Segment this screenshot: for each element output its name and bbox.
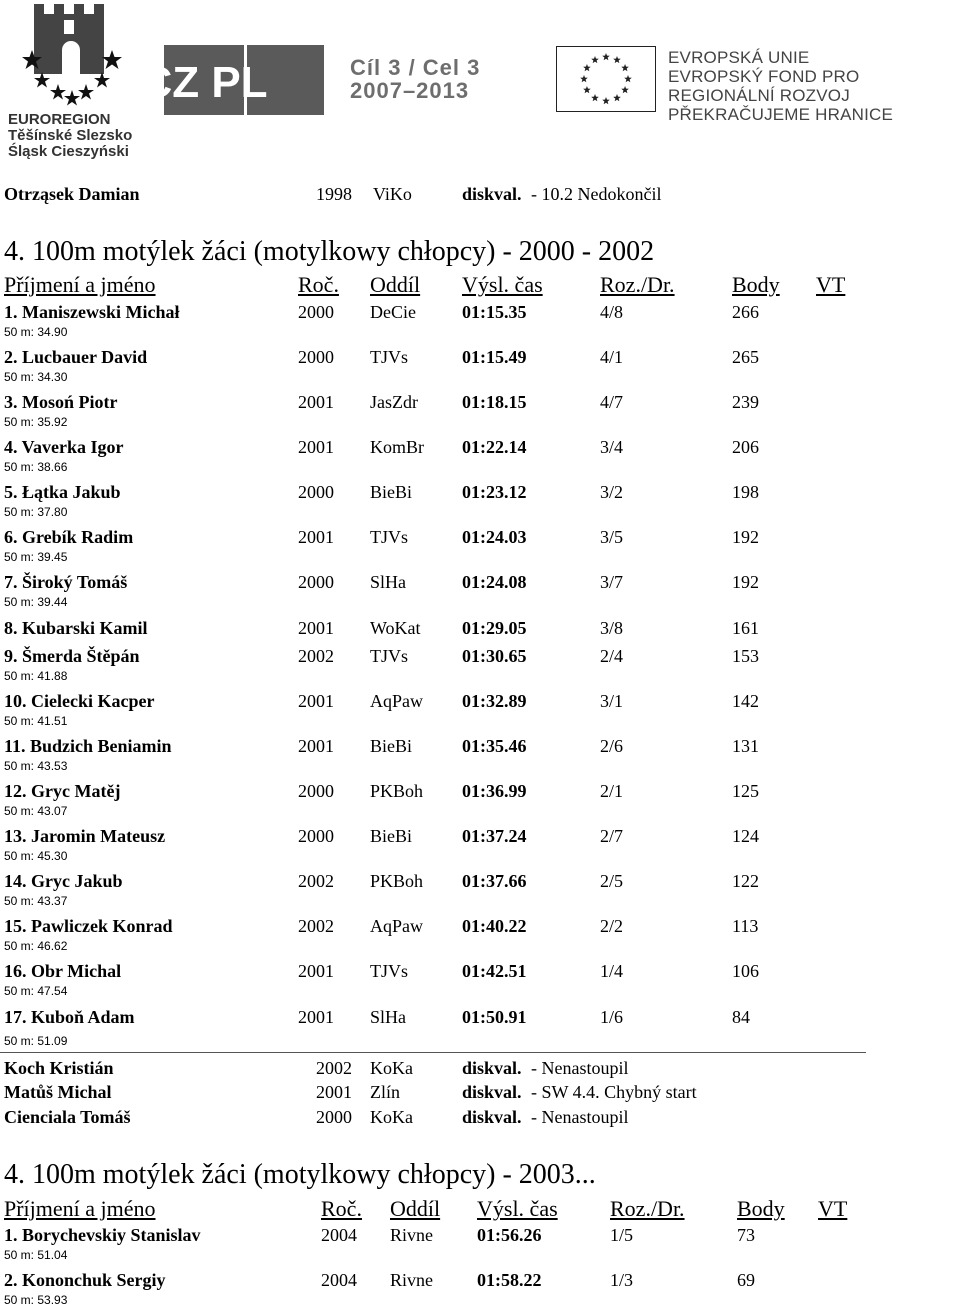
points: 192	[732, 572, 759, 592]
eu-line-1: EVROPSKÁ UNIE	[668, 48, 810, 67]
club: TJVs	[370, 527, 409, 547]
header-heat: Roz./Dr.	[610, 1196, 685, 1221]
result-time: 01:15.49	[462, 347, 527, 367]
birth-year: 2001	[316, 1082, 352, 1102]
club: Zlín	[370, 1082, 400, 1102]
birth-year: 2000	[316, 1107, 352, 1127]
birth-year: 2002	[298, 916, 334, 936]
split-time: 50 m: 41.88	[4, 669, 68, 683]
swimmer-name: 13. Jaromin Mateusz	[4, 826, 166, 846]
club: TJVs	[370, 646, 409, 666]
split-time: 50 m: 39.45	[4, 550, 68, 564]
birth-year: 2000	[298, 482, 334, 502]
stars-icon	[22, 40, 122, 110]
program-title: Cíl 3 / Cel 3	[350, 55, 481, 80]
heat-lane: 3/2	[600, 482, 624, 502]
points: 153	[732, 646, 759, 666]
heat-lane: 3/4	[600, 437, 624, 457]
swimmer-name: 9. Šmerda Štěpán	[4, 646, 140, 666]
heat-lane: 4/7	[600, 392, 624, 412]
points: 84	[732, 1007, 750, 1027]
header-club: Oddíl	[370, 272, 421, 297]
heat-lane: 1/4	[600, 961, 624, 981]
birth-year: 2001	[298, 527, 334, 547]
header-vt: VT	[816, 272, 846, 297]
points: 113	[732, 916, 759, 936]
points: 239	[732, 392, 759, 412]
club: WoKat	[370, 618, 421, 638]
header-time: Výsl. čas	[477, 1196, 558, 1221]
points: 265	[732, 347, 759, 367]
dsq-note: - Nenastoupil	[531, 1107, 629, 1127]
birth-year: 2001	[298, 437, 334, 457]
split-time: 50 m: 51.09	[4, 1034, 68, 1048]
czpl-label: CZ PL	[140, 58, 268, 107]
result-time: 01:32.89	[462, 691, 527, 711]
result-time: 01:50.91	[462, 1007, 527, 1027]
heat-lane: 3/1	[600, 691, 624, 711]
eu-flag-icon	[556, 46, 656, 112]
event-title: 4. 100m motýlek žáci (motylkowy chłopcy) - 2000 - 2002	[4, 236, 655, 267]
split-time: 50 m: 37.80	[4, 505, 68, 519]
club: AqPaw	[370, 916, 423, 936]
header-year: Roč.	[298, 272, 339, 297]
swimmer-name: 8. Kubarski Kamil	[4, 618, 148, 638]
heat-lane: 3/7	[600, 572, 624, 592]
club: PKBoh	[370, 781, 424, 801]
swimmer-name: Koch Kristián	[4, 1058, 114, 1078]
points: 161	[732, 618, 759, 638]
split-time: 50 m: 45.30	[4, 849, 68, 863]
swimmer-name: 1. Maniszewski Michał	[4, 302, 180, 322]
dsq-note: - 10.2 Nedokončil	[531, 184, 662, 204]
swimmer-name: 17. Kuboň Adam	[4, 1007, 135, 1027]
birth-year: 2004	[321, 1225, 357, 1245]
split-time: 50 m: 43.07	[4, 804, 68, 818]
split-time: 50 m: 39.44	[4, 595, 68, 609]
dsq-note: - SW 4.4. Chybný start	[531, 1082, 697, 1102]
result-time: 01:22.14	[462, 437, 527, 457]
birth-year: 2000	[298, 302, 334, 322]
swimmer-name: 5. Łątka Jakub	[4, 482, 121, 502]
club: PKBoh	[370, 871, 424, 891]
club: AqPaw	[370, 691, 423, 711]
points: 192	[732, 527, 759, 547]
czpl-logo	[140, 45, 324, 115]
birth-year: 2001	[298, 392, 334, 412]
split-time: 50 m: 34.90	[4, 325, 68, 339]
birth-year: 2000	[298, 572, 334, 592]
points: 69	[737, 1270, 755, 1290]
club: Rivne	[390, 1225, 433, 1245]
swimmer-name: 2. Lucbauer David	[4, 347, 148, 367]
heat-lane: 2/6	[600, 736, 624, 756]
heat-lane: 4/1	[600, 347, 624, 367]
split-time: 50 m: 34.30	[4, 370, 68, 384]
result-time: 01:29.05	[462, 618, 527, 638]
heat-lane: 1/5	[610, 1225, 634, 1245]
header-vt: VT	[818, 1196, 848, 1221]
points: 142	[732, 691, 759, 711]
euroregion-line-cz: Těšínské Slezsko	[8, 127, 133, 144]
points: 198	[732, 482, 759, 502]
swimmer-name: 1. Borychevskiy Stanislav	[4, 1225, 201, 1245]
club: SlHa	[370, 1007, 406, 1027]
program-years: 2007–2013	[350, 78, 470, 103]
swimmer-name: 2. Kononchuk Sergiy	[4, 1270, 166, 1290]
heat-lane: 3/8	[600, 618, 624, 638]
header-logos	[0, 0, 960, 170]
points: 124	[732, 826, 759, 846]
header-year: Roč.	[321, 1196, 362, 1221]
swimmer-name: 10. Cielecki Kacper	[4, 691, 155, 711]
result-time: 01:30.65	[462, 646, 527, 666]
swimmer-name: 4. Vaverka Igor	[4, 437, 124, 457]
result-time: 01:37.24	[462, 826, 527, 846]
status: diskval.	[462, 1082, 522, 1102]
eu-fund-text	[668, 48, 960, 124]
club: KomBr	[370, 437, 424, 457]
birth-year: 2000	[298, 826, 334, 846]
header-heat: Roz./Dr.	[600, 272, 675, 297]
split-time: 50 m: 38.66	[4, 460, 68, 474]
points: 206	[732, 437, 759, 457]
birth-year: 2000	[298, 347, 334, 367]
result-time: 01:37.66	[462, 871, 527, 891]
status: diskval.	[462, 184, 522, 204]
swimmer-name: 16. Obr Michal	[4, 961, 122, 981]
result-time: 01:36.99	[462, 781, 527, 801]
club: BieBi	[370, 826, 413, 846]
result-time: 01:35.46	[462, 736, 527, 756]
points: 122	[732, 871, 759, 891]
birth-year: 2001	[298, 961, 334, 981]
result-time: 01:24.03	[462, 527, 527, 547]
heat-lane: 2/1	[600, 781, 624, 801]
header-points: Body	[732, 272, 780, 297]
birth-year: 1998	[316, 184, 352, 204]
split-time: 50 m: 43.37	[4, 894, 68, 908]
club: BieBi	[370, 736, 413, 756]
separator-line	[0, 1052, 866, 1053]
heat-lane: 2/5	[600, 871, 624, 891]
split-time: 50 m: 51.04	[4, 1248, 68, 1262]
header-points: Body	[737, 1196, 785, 1221]
result-time: 01:15.35	[462, 302, 527, 322]
birth-year: 2000	[298, 781, 334, 801]
swimmer-name: 7. Široký Tomáš	[4, 572, 128, 592]
result-time: 01:24.08	[462, 572, 527, 592]
header-name: Příjmení a jméno	[4, 1196, 156, 1221]
birth-year: 2001	[298, 736, 334, 756]
points: 131	[732, 736, 759, 756]
euroregion-line-pl: Śląsk Cieszyński	[8, 143, 129, 160]
swimmer-name: 12. Gryc Matěj	[4, 781, 121, 801]
result-time: 01:58.22	[477, 1270, 542, 1290]
club: KoKa	[370, 1107, 413, 1127]
heat-lane: 1/3	[610, 1270, 634, 1290]
eu-line-2: EVROPSKÝ FOND PRO REGIONÁLNÍ ROZVOJ	[668, 67, 860, 105]
program-logo	[350, 56, 480, 102]
heat-lane: 3/5	[600, 527, 624, 547]
swimmer-name: 6. Grebík Radim	[4, 527, 134, 547]
points: 266	[732, 302, 759, 322]
birth-year: 2001	[298, 1007, 334, 1027]
birth-year: 2001	[298, 618, 334, 638]
status: diskval.	[462, 1058, 522, 1078]
swimmer-name: Otrząsek Damian	[4, 184, 140, 204]
split-time: 50 m: 46.62	[4, 939, 68, 953]
club: DeCie	[370, 302, 416, 322]
swimmer-name: 14. Gryc Jakub	[4, 871, 123, 891]
heat-lane: 2/7	[600, 826, 624, 846]
swimmer-name: Matůš Michal	[4, 1082, 112, 1102]
split-time: 50 m: 43.53	[4, 759, 68, 773]
euroregion-title: EUROREGION	[8, 111, 111, 128]
result-time: 01:40.22	[462, 916, 527, 936]
points: 106	[732, 961, 759, 981]
club: SlHa	[370, 572, 406, 592]
result-time: 01:56.26	[477, 1225, 542, 1245]
swimmer-name: Cienciala Tomáš	[4, 1107, 131, 1127]
club: TJVs	[370, 961, 409, 981]
split-time: 50 m: 53.93	[4, 1293, 68, 1307]
swimmer-name: 15. Pawliczek Konrad	[4, 916, 173, 936]
swimmer-name: 3. Mosoń Piotr	[4, 392, 118, 412]
result-time: 01:18.15	[462, 392, 527, 412]
club: JasZdr	[370, 392, 418, 412]
header-time: Výsl. čas	[462, 272, 543, 297]
status: diskval.	[462, 1107, 522, 1127]
heat-lane: 2/2	[600, 916, 624, 936]
result-time: 01:23.12	[462, 482, 527, 502]
birth-year: 2002	[316, 1058, 352, 1078]
club: KoKa	[370, 1058, 413, 1078]
swimmer-name: 11. Budzich Beniamin	[4, 736, 172, 756]
birth-year: 2002	[298, 871, 334, 891]
club: BieBi	[370, 482, 413, 502]
split-time: 50 m: 35.92	[4, 415, 68, 429]
points: 125	[732, 781, 759, 801]
heat-lane: 4/8	[600, 302, 624, 322]
birth-year: 2001	[298, 691, 334, 711]
event-title-2: 4. 100m motýlek žáci (motylkowy chłopcy) - 2003...	[4, 1159, 596, 1190]
split-time: 50 m: 47.54	[4, 984, 68, 998]
birth-year: 2002	[298, 646, 334, 666]
points: 73	[737, 1225, 755, 1245]
heat-lane: 1/6	[600, 1007, 624, 1027]
euroregion-text	[8, 112, 132, 160]
header-name: Příjmení a jméno	[4, 272, 156, 297]
club: ViKo	[373, 184, 412, 204]
club: TJVs	[370, 347, 409, 367]
header-club: Oddíl	[390, 1196, 441, 1221]
birth-year: 2004	[321, 1270, 357, 1290]
club: Rivne	[390, 1270, 433, 1290]
result-time: 01:42.51	[462, 961, 527, 981]
dsq-note: - Nenastoupil	[531, 1058, 629, 1078]
eu-line-3: PŘEKRAČUJEME HRANICE	[668, 105, 894, 124]
heat-lane: 2/4	[600, 646, 624, 666]
split-time: 50 m: 41.51	[4, 714, 68, 728]
